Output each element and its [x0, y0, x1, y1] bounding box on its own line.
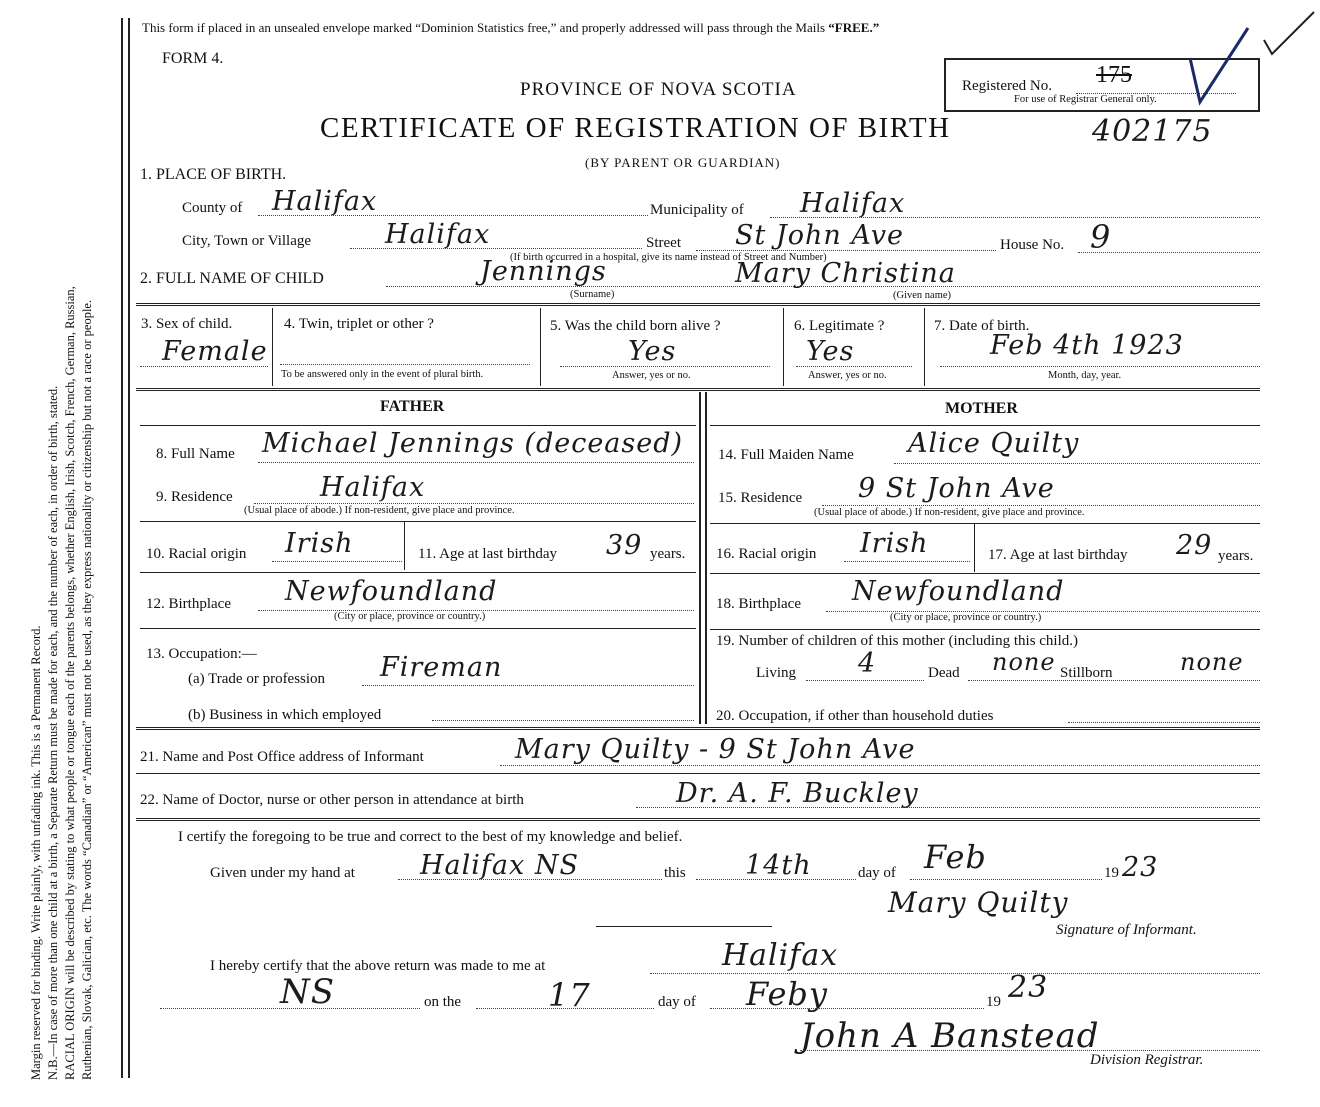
mother-occupation-label: 20. Occupation, if other than household duties	[716, 708, 994, 724]
divider-v	[924, 308, 925, 386]
divider	[136, 773, 1260, 774]
father-business-label: (b) Business in which employed	[188, 707, 382, 723]
check-mark-icon	[1186, 10, 1316, 110]
father-name-label: 8. Full Name	[156, 446, 235, 462]
county-value: Halifax	[272, 186, 378, 217]
twin-note: To be answered only in the event of plural birth.	[281, 369, 484, 380]
sex-value: Female	[162, 336, 268, 367]
living-value: 4	[858, 648, 877, 679]
mother-name-label: 14. Full Maiden Name	[718, 447, 854, 463]
registrar-place-cont: NS	[280, 972, 336, 1012]
given-place-line	[398, 879, 662, 880]
parents-divider	[699, 392, 701, 724]
given-day-value: 14th	[745, 850, 812, 881]
informant-signature: Mary Quilty	[888, 886, 1069, 919]
registrar-month-line	[710, 1008, 984, 1009]
legitimate-label: 6. Legitimate ?	[794, 318, 885, 334]
street-line	[696, 250, 996, 251]
registrar-statement: I hereby certify that the above return was made to me at	[210, 958, 546, 974]
margin-rule-inner	[128, 18, 130, 1078]
divider-v	[974, 524, 975, 572]
divider	[596, 926, 772, 927]
sex-label: 3. Sex of child.	[141, 316, 233, 332]
top-notice-text: This form if placed in an unsealed envelope marked “Dominion Statistics free,” and properly addressed will pass through the Mails	[142, 20, 826, 35]
house-line	[1078, 252, 1260, 253]
house-label: House No.	[1000, 237, 1065, 253]
divider	[136, 388, 1260, 391]
legitimate-note: Answer, yes or no.	[808, 370, 887, 381]
registrar-day-of-label: day of	[658, 994, 696, 1010]
given-under-label: Given under my hand at	[210, 865, 355, 881]
mother-children-label: 19. Number of children of this mother (including this child.)	[716, 633, 1079, 649]
mother-birthplace-label: 18. Birthplace	[716, 596, 801, 612]
form-number: FORM 4.	[162, 50, 224, 67]
father-race-value: Irish	[285, 528, 354, 559]
registrar-place-line	[650, 973, 1260, 974]
mother-residence-value: 9 St John Ave	[858, 473, 1055, 504]
registrar-signature-line	[800, 1050, 1260, 1051]
father-trade-label: (a) Trade or profession	[188, 671, 326, 687]
mother-birthplace-note: (City or place, province or country.)	[890, 612, 1042, 623]
mother-race-value: Irish	[860, 528, 929, 559]
county-label: County of	[182, 200, 243, 216]
divider-v	[540, 308, 541, 386]
mother-birthplace-value: Newfoundland	[852, 576, 1065, 607]
given-month-line	[910, 879, 1102, 880]
registrar-place-value: Halifax	[722, 938, 839, 973]
municipality-label: Municipality of	[650, 202, 744, 218]
house-value: 9	[1090, 218, 1112, 256]
mother-heading: MOTHER	[945, 400, 1018, 417]
county-line	[258, 215, 648, 216]
given-day-line	[696, 879, 856, 880]
top-notice	[142, 20, 879, 36]
father-heading: FATHER	[380, 398, 445, 415]
margin-notes	[28, 20, 96, 1080]
mother-years-label: years.	[1218, 548, 1254, 564]
father-birthplace-note: (City or place, province or country.)	[334, 611, 486, 622]
dob-note: Month, day, year.	[1048, 370, 1122, 381]
registrar-year-value: 23	[1008, 970, 1049, 1005]
margin-note-multiple-births: N.B.—In case of more than one child at a birth, a Separate Return must be made for each, and the number of each, in order of birth, stated.	[46, 385, 60, 1080]
legitimate-line	[796, 366, 912, 367]
divider	[710, 573, 1260, 574]
division-registrar-label: Division Registrar.	[1090, 1052, 1204, 1068]
municipality-value: Halifax	[800, 188, 906, 219]
surname-note: (Surname)	[570, 289, 615, 300]
street-label: Street	[646, 235, 681, 251]
divider-v	[783, 308, 784, 386]
father-residence-line	[254, 503, 694, 504]
father-trade-value: Fireman	[380, 652, 503, 683]
doctor-line	[636, 807, 1260, 808]
divider	[136, 818, 1260, 821]
father-birthplace-label: 12. Birthplace	[146, 596, 231, 612]
child-surname: Jennings	[480, 256, 607, 287]
divider	[140, 628, 696, 629]
doctor-value: Dr. A. F. Buckley	[676, 778, 919, 809]
sex-line	[140, 366, 268, 367]
mother-residence-line	[822, 505, 1260, 506]
alive-label: 5. Was the child born alive ?	[550, 318, 721, 334]
child-given-name: Mary Christina	[735, 258, 956, 289]
street-value: St John Ave	[735, 220, 905, 251]
mother-occupation-line	[1068, 722, 1260, 723]
given-place-value: Halifax NS	[420, 850, 579, 881]
mother-age-label: 17. Age at last birthday	[988, 547, 1128, 563]
father-name-line	[258, 462, 694, 463]
margin-note-racial-origin: RACIAL ORIGIN will be described by stating to what people or tongue each of the parents belongs, whether English, Irish, Scotch, French, German, Russian,	[63, 286, 77, 1080]
living-line	[806, 680, 924, 681]
legitimate-value: Yes	[806, 336, 855, 367]
mother-race-label: 16. Racial origin	[716, 546, 817, 562]
divider	[710, 425, 1260, 426]
father-occupation-label: 13. Occupation:—	[146, 646, 257, 662]
free-label: “FREE.”	[828, 20, 880, 35]
given-month-value: Feb	[924, 838, 987, 876]
informant-value: Mary Quilty - 9 St John Ave	[515, 734, 916, 765]
alive-note: Answer, yes or no.	[612, 370, 691, 381]
divider	[140, 572, 696, 573]
this-label: this	[664, 865, 686, 881]
registered-label: Registered No.	[962, 78, 1052, 94]
divider-v	[272, 308, 273, 386]
mother-race-line	[844, 561, 970, 562]
mother-name-line	[894, 463, 1260, 464]
twin-line	[280, 364, 530, 365]
mother-age-value: 29	[1176, 530, 1213, 561]
certificate-number: 402175	[1092, 114, 1213, 149]
dead-label: Dead	[928, 665, 960, 681]
father-age-value: 39	[606, 530, 643, 561]
margin-note-binding: Margin reserved for binding. Write plainly, with unfading ink. This is a Permanent Record.	[29, 625, 43, 1080]
living-label: Living	[756, 665, 796, 681]
registrar-signature: John A Banstead	[800, 1016, 1100, 1056]
mother-residence-note: (Usual place of abode.) If non-resident, give place and province.	[814, 507, 1085, 518]
father-residence-value: Halifax	[320, 472, 426, 503]
father-birthplace-value: Newfoundland	[285, 576, 498, 607]
dead-value: none	[992, 648, 1056, 676]
divider-v	[404, 522, 405, 570]
father-residence-label: 9. Residence	[156, 489, 233, 505]
alive-value: Yes	[628, 336, 677, 367]
father-years-label: years.	[650, 546, 686, 562]
place-of-birth-heading: 1. PLACE OF BIRTH.	[140, 166, 287, 183]
province-heading: PROVINCE OF NOVA SCOTIA	[520, 79, 797, 100]
margin-rule	[121, 18, 123, 1078]
dob-value: Feb 4th 1923	[990, 330, 1184, 361]
registered-note: For use of Registrar General only.	[1014, 94, 1157, 105]
dead-stillborn-line	[968, 680, 1260, 681]
divider	[136, 727, 1260, 730]
on-the-label: on the	[424, 994, 462, 1010]
doctor-label: 22. Name of Doctor, nurse or other person in attendance at birth	[140, 792, 524, 808]
father-business-line	[432, 720, 694, 721]
hospital-note: (If birth occurred in a hospital, give its name instead of Street and Number)	[510, 252, 827, 263]
mother-residence-label: 15. Residence	[718, 490, 803, 506]
city-line	[350, 248, 642, 249]
stillborn-label: Stillborn	[1060, 665, 1113, 681]
signature-informant-label: Signature of Informant.	[1056, 922, 1197, 938]
father-race-line	[272, 561, 402, 562]
registrar-month-value: Feby	[746, 975, 828, 1013]
registered-number: 175	[1096, 62, 1132, 88]
divider	[136, 303, 1260, 306]
father-name-value: Michael Jennings (deceased)	[262, 428, 684, 459]
city-label: City, Town or Village	[182, 233, 312, 249]
alive-line	[560, 366, 770, 367]
stillborn-value: none	[1180, 648, 1244, 676]
divider	[140, 425, 696, 426]
registrar-day-line	[476, 1008, 654, 1009]
certify-statement: I certify the foregoing to be true and correct to the best of my knowledge and belief.	[178, 829, 683, 845]
father-race-label: 10. Racial origin	[146, 546, 247, 562]
registrar-place-cont-line	[160, 1008, 420, 1009]
divider	[710, 523, 1260, 524]
registrar-day-value: 17	[548, 976, 591, 1014]
page-subtitle: (BY PARENT OR GUARDIAN)	[585, 155, 781, 170]
margin-note-nationality: Ruthenian, Slovak, Galician, etc. The words “Canadian” or “American” must not be used, as they express nationality or citizenship but not a race or people.	[80, 299, 94, 1080]
child-name-line	[386, 286, 1260, 287]
given-year-prefix: 19	[1104, 865, 1119, 881]
divider	[140, 521, 696, 522]
mother-name-value: Alice Quilty	[908, 428, 1080, 459]
municipality-line	[770, 217, 1260, 218]
city-value: Halifax	[385, 219, 491, 250]
father-trade-line	[362, 685, 694, 686]
registrar-year-prefix: 19	[986, 994, 1001, 1010]
informant-label: 21. Name and Post Office address of Informant	[140, 749, 424, 765]
parents-divider-inner	[705, 392, 707, 724]
child-name-label: 2. FULL NAME OF CHILD	[140, 270, 324, 287]
given-year-value: 23	[1122, 852, 1159, 883]
day-of-label: day of	[858, 865, 896, 881]
dob-line	[940, 366, 1260, 367]
given-name-note: (Given name)	[893, 290, 952, 301]
informant-line	[500, 765, 1260, 766]
father-residence-note: (Usual place of abode.) If non-resident, give place and province.	[244, 505, 515, 516]
page-title: CERTIFICATE OF REGISTRATION OF BIRTH	[320, 112, 951, 144]
father-age-label: 11. Age at last birthday	[418, 546, 557, 562]
twin-label: 4. Twin, triplet or other ?	[284, 316, 434, 332]
dob-label: 7. Date of birth.	[934, 318, 1030, 334]
divider	[710, 629, 1260, 630]
